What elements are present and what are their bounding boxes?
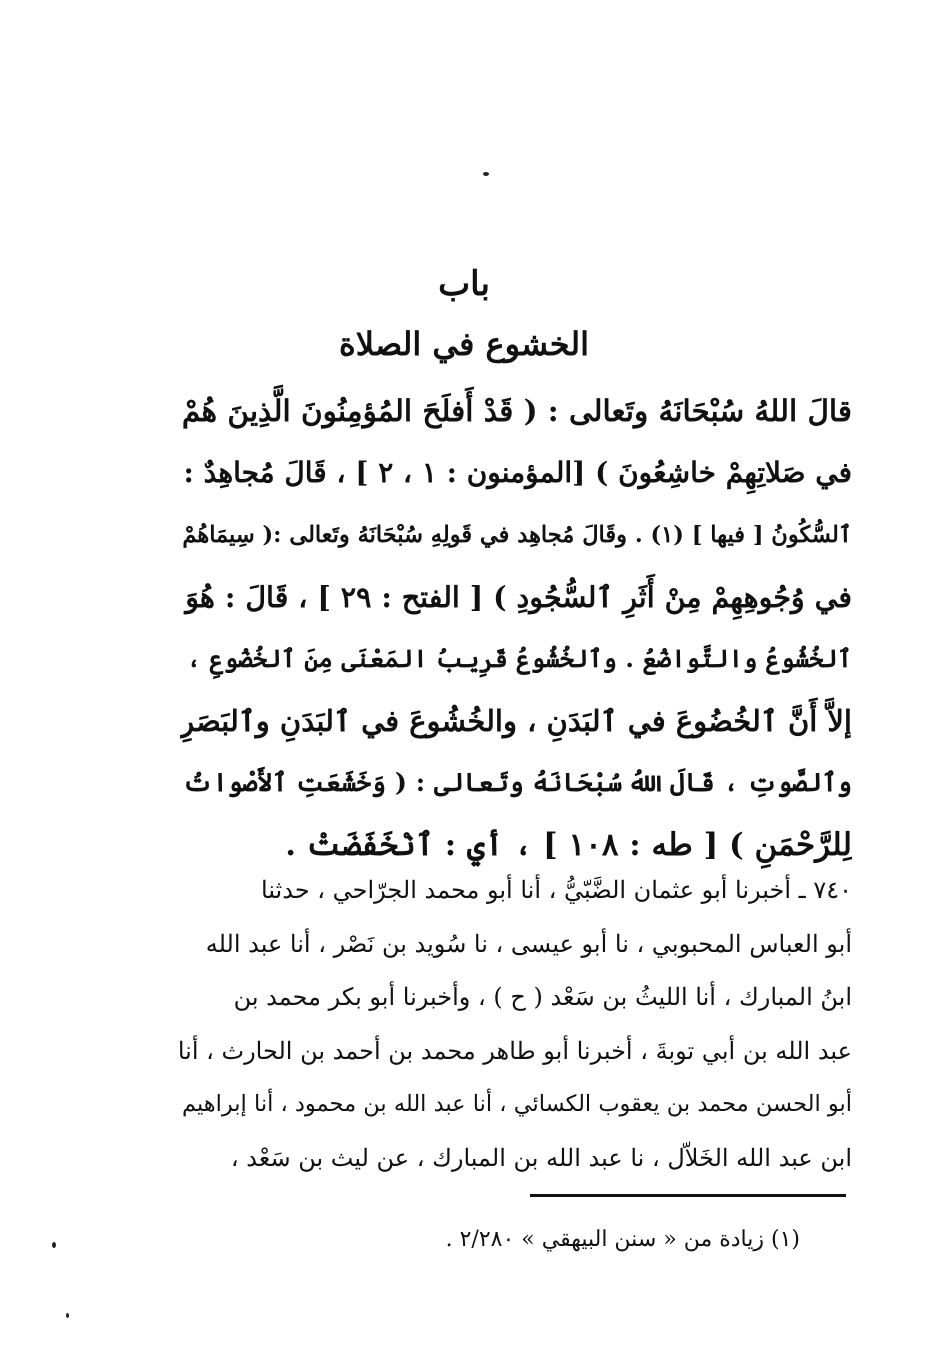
main-text-line: ٱلسُّكُونُ [ فيها ] (١) . وقَالَ مُجاهِد في قَولِهِ سُبْحَانَهُ وتَعالى :( سِيمَاهُمْ	[182, 522, 852, 548]
footnote: (١) زيادة من « سنن البيهقي » ٢/٢٨٠ .	[445, 1227, 800, 1252]
ink-speck	[483, 172, 489, 176]
hadith-line: ٧٤٠ ـ أخبرنا أبو عثمان الضَّبّيُّ ، أنا أبو محمد الجرّاحي ، حدثنا	[261, 876, 852, 904]
ink-speck	[52, 1242, 56, 1248]
main-text	[180, 383, 852, 879]
hadith-line: أبو العباس المحبوبي ، نا أبو عيسى ، نا سُويد بن نَصْر ، أنا عبد الله	[205, 929, 852, 958]
hadith-line: ابن عبد الله الخَلاّل ، نا عبد الله بن المبارك ، عن ليث بن سَعْد ،	[230, 1143, 852, 1172]
hadith-line: ابنُ المبارك ، أنا الليثُ بن سَعْد ( ح ) ، وأخبرنا أبو بكر محمد بن	[233, 983, 852, 1011]
footnote-divider	[530, 1194, 846, 1197]
hadith-line: أبو الحسن محمد بن يعقوب الكسائي ، أنا عبد الله بن محمود ، أنا إبراهيم	[182, 1091, 852, 1117]
hadith-line: عبد الله بن أبي توبةَ ، أخبرنا أبو طاهر محمد بن أحمد بن الحارث ، أنا	[178, 1036, 852, 1065]
main-text-line: في صَلاتِهِمْ خاشِعُونَ ) [المؤمنون : ١ ، ٢ ] ، قَالَ مُجاهِدٌ :	[183, 456, 852, 489]
main-text-line: ٱلخُشُوعُ والتَّواضُعُ . وٱلخُشُوعُ قَرِيبُ المَعْنَى مِنَ ٱلخُضُوعِ ،	[186, 644, 852, 673]
main-text-line: في وُجُوهِهِمْ مِنْ أَثَرِ ٱلسُّجُودِ ) [ الفتح : ٢٩ ] ، قَالَ : هُوَ	[185, 580, 852, 614]
hadith-text	[178, 866, 852, 1187]
main-text-line: إلاَّ أَنَّ ٱلخُضُوعَ في ٱلبَدَنِ ، والخُشُوعَ في ٱلبَدَنِ وٱلبَصَرِ	[180, 704, 852, 738]
main-text-line: وٱلصَّوتِ ، قَالَ اللهُ سُبْحَانَهُ وتَعالى : ( وَخَشَعَتِ ٱلأَصْواتُ	[182, 768, 852, 798]
ink-speck	[66, 1313, 69, 1318]
main-text-line: قالَ اللهُ سُبْحَانَهُ وتَعالى : ( قَدْ أَفلَحَ المُؤمِنُونَ الَّذِينَ هُمْ	[181, 393, 852, 428]
chapter-title: الخشوع في الصلاة	[339, 325, 589, 363]
chapter-label: باب	[438, 264, 490, 304]
main-text-line: لِلرَّحْمَنِ ) [ طه : ١٠٨ ] ، أي : ٱنْخَفَضَتْ .	[285, 827, 852, 863]
